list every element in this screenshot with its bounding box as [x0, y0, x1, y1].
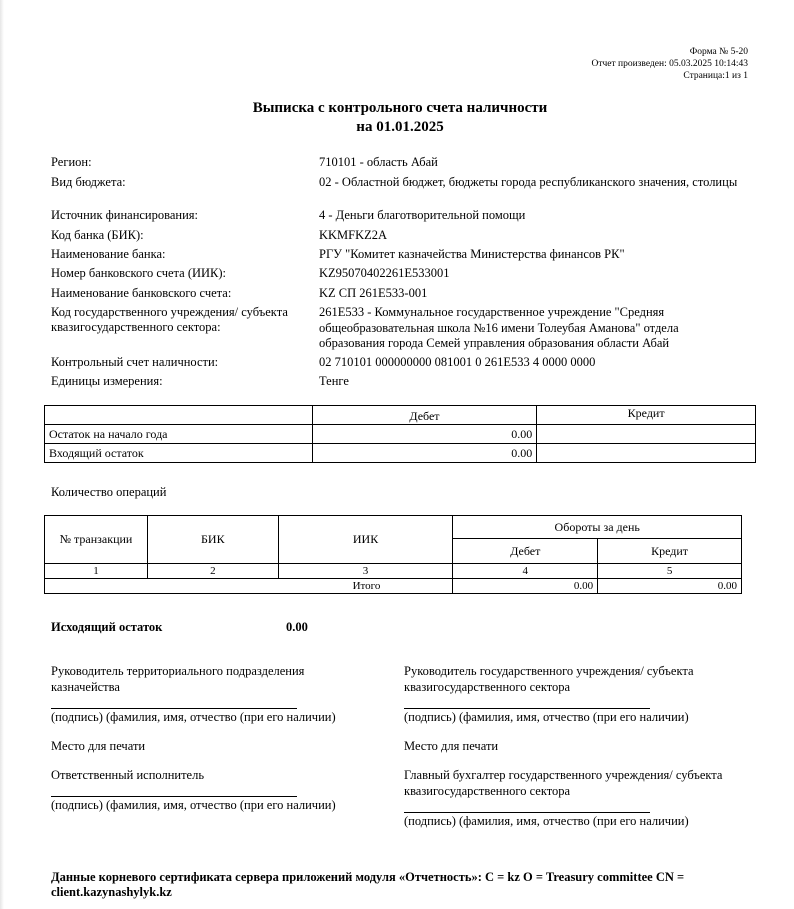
title-line-2: на 01.01.2025	[356, 119, 444, 135]
signature-title: Руководитель территориального подразделения казначейства	[51, 664, 305, 694]
page-number: Страница:1 из 1	[683, 71, 748, 81]
total-label: Итого	[45, 579, 453, 594]
row-debit: 0.00	[312, 425, 537, 444]
signature-block-chief-accountant	[404, 767, 749, 829]
info-value: Тенге	[319, 374, 349, 388]
col-number: 4	[453, 564, 598, 579]
info-label: Единицы измерения:	[51, 374, 163, 388]
operations-table	[44, 515, 742, 594]
col-number: 2	[147, 564, 278, 579]
info-value: 261E533 - Коммунальное государственное учреждение "Средняя общеобразовательная школа №16 имени Толеубая Аманова" отдела образования города Семей управления образования области Абай	[319, 305, 679, 350]
signature-line	[51, 695, 297, 709]
table-row	[45, 425, 756, 444]
col-turnover: Обороты за день	[453, 516, 742, 539]
col-bik: БИК	[147, 516, 278, 564]
certificate-footer: Данные корневого сертификата сервера приложений модуля «Отчетность»: C = kz O = Treasury committee CN = client.kazynashylyk.kz	[51, 870, 685, 899]
operations-section-label: Количество операций	[51, 485, 167, 499]
total-credit: 0.00	[598, 579, 742, 594]
signature-title: Руководитель государственного учреждения/ субъекта квазигосударственного сектора	[404, 664, 694, 694]
row-debit: 0.00	[312, 444, 537, 463]
info-value: 02 - Областной бюджет, бюджеты города республиканского значения, столицы	[319, 175, 738, 189]
signature-line	[51, 783, 297, 797]
signature-block-treasury-head	[51, 663, 371, 725]
info-value: KZ95070402261E533001	[319, 266, 450, 280]
info-label: Вид бюджета:	[51, 175, 126, 189]
debit-header: Дебет	[312, 406, 537, 425]
table-header-row	[45, 406, 756, 425]
info-value: 02 710101 000000000 081001 0 261E533 4 0000 0000	[319, 355, 596, 369]
col-number: 5	[598, 564, 742, 579]
report-timestamp: Отчет произведен: 05.03.2025 10:14:43	[591, 59, 748, 69]
info-label: Номер банковского счета (ИИК):	[51, 266, 227, 280]
row-label: Остаток на начало года	[45, 425, 313, 444]
info-label: Контрольный счет наличности:	[51, 355, 219, 369]
total-row	[45, 579, 742, 594]
row-credit	[537, 444, 756, 463]
row-label: Входящий остаток	[45, 444, 313, 463]
signature-caption: (подпись) (фамилия, имя, отчество (при его наличии)	[51, 798, 336, 812]
title-line-1: Выписка с контрольного счета наличности	[252, 100, 548, 116]
info-value: KKMFKZ2A	[319, 228, 388, 242]
stamp-place-left: Место для печати	[51, 739, 146, 753]
signature-block-institution-head	[404, 663, 749, 725]
col-number: 1	[45, 564, 148, 579]
page-title	[0, 99, 794, 137]
info-label: Регион:	[51, 155, 92, 169]
signature-caption: (подпись) (фамилия, имя, отчество (при его наличии)	[51, 710, 336, 724]
signature-block-responsible	[51, 767, 371, 813]
credit-header: Кредит	[537, 406, 756, 425]
info-label: Наименование банка:	[51, 247, 166, 261]
signature-caption: (подпись) (фамилия, имя, отчество (при его наличии)	[404, 814, 689, 828]
info-value: РГУ "Комитет казначейства Министерства финансов РК"	[319, 247, 625, 261]
col-transaction: № транзакции	[45, 516, 148, 564]
row-credit	[537, 425, 756, 444]
closing-balance-value: 0.00	[286, 620, 308, 634]
header-empty-cell	[45, 406, 313, 425]
col-number: 3	[278, 564, 453, 579]
signature-caption: (подпись) (фамилия, имя, отчество (при его наличии)	[404, 710, 689, 724]
total-debit: 0.00	[453, 579, 598, 594]
info-label: Код государственного учреждения/ субъекта квазигосударственного сектора:	[51, 305, 288, 334]
table-row	[45, 444, 756, 463]
col-debit: Дебет	[453, 539, 598, 564]
stamp-place-right: Место для печати	[404, 739, 499, 753]
balance-table	[44, 405, 756, 463]
table-header-row	[45, 516, 742, 539]
info-value: KZ СП 261E533-001	[319, 286, 428, 300]
form-number: Форма № 5-20	[689, 47, 748, 57]
signature-title: Главный бухгалтер государственного учреждения/ субъекта квазигосударственного сектора	[404, 768, 723, 798]
info-value: 710101 - область Абай	[319, 155, 438, 169]
col-iik: ИИК	[278, 516, 453, 564]
table-row	[45, 564, 742, 579]
info-label: Источник финансирования:	[51, 208, 199, 222]
signature-line	[404, 799, 650, 813]
info-value: 4 - Деньги благотворительной помощи	[319, 208, 526, 222]
signature-title: Ответственный исполнитель	[51, 768, 205, 782]
closing-balance-label: Исходящий остаток	[51, 620, 163, 634]
info-label: Наименование банковского счета:	[51, 286, 232, 300]
report-meta	[591, 46, 748, 82]
signature-line	[404, 695, 650, 709]
col-credit: Кредит	[598, 539, 742, 564]
info-label: Код банка (БИК):	[51, 228, 144, 242]
